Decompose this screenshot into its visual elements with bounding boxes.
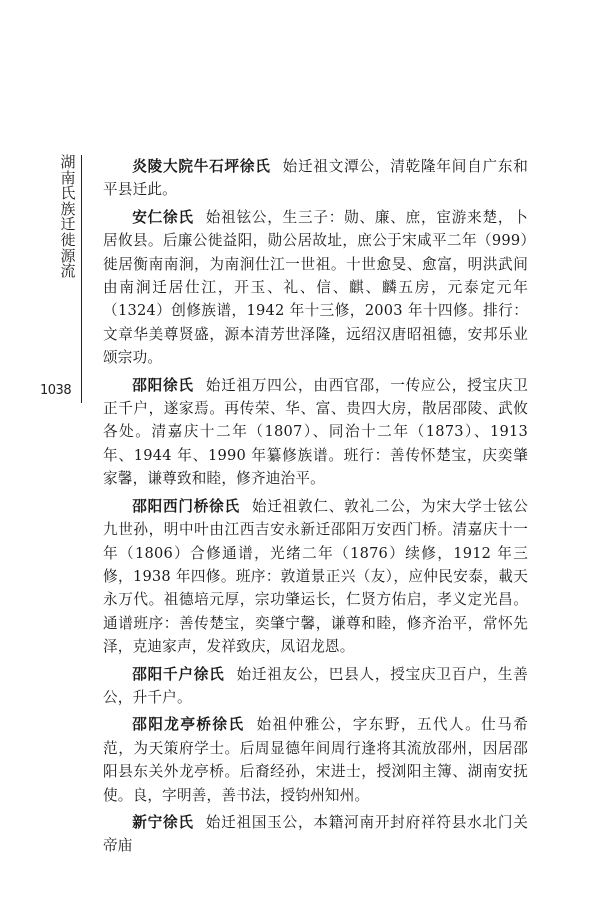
entry-text: 始祖铉公，生三子：勋、廉、庶，宦游来楚，卜居攸县。后廉公徙益阳，勋公居故址，庶公于宋咸平二年（999）徙居衡南南涧，为南涧仕江一世祖。十世愈旻、愈富，明洪武间由南涧迁居仕江，开玉、礼、信、麒、麟五房，元泰定元年（1324）创修族谱，1942 年十三修，2003 年十四修。排行：文章华美尊贤盛，源本清芳世泽隆，远绍汉唐昭祖德，安邦乐业颂宗功。 (103, 208, 529, 367)
entry-text: 始迁祖敦仁、敦礼二公，为宋大学士铉公九世孙，明中叶由江西吉安永新迁邵阳万安西门桥。清嘉庆十一年（1806）合修通谱，光绪二年（1876）续修，1912 年三修，1938 年四修。班序：敦道景正兴（友），应仲民安泰，載天永万代。祖德培元厚，宗功肇运长，仁贤方佑启，孝义定光昌。通谱班序：善传楚宝，奕肇宁馨，谦尊和睦，修齐治平，常怀先泽，克迪家声，发祥致庆，凤诏龙恩。 (103, 497, 529, 656)
clan-entry-yanling (103, 155, 528, 202)
clan-entry-shaoyang-qianhu (103, 663, 528, 710)
entry-title: 炎陵大院牛石坪徐氏 (132, 158, 271, 175)
entry-title: 邵阳龙亭桥徐氏 (132, 716, 245, 734)
page-body (103, 155, 528, 862)
margin-rule (81, 155, 82, 403)
entry-title: 新宁徐氏 (132, 813, 194, 831)
entry-text: 始迁祖文潭公，清乾隆年间自广东和平县迁此。 (103, 158, 529, 199)
entry-title: 安仁徐氏 (132, 208, 194, 226)
clan-entry-shaoyang (103, 374, 528, 491)
running-section-title: 湖南氏族迁徙源流 (60, 153, 76, 281)
page-number: 1038 (40, 383, 72, 398)
entry-text: 始迁祖万四公，由西官邵，一传应公，授宝庆卫正千户，遂家焉。再传荣、华、富、贵四大房，散居邵陵、武攸各处。清嘉庆十二年（1807）、同治十二年（1873）、1913 年、1944 年、1990 年纂修族谱。班行：善传怀楚宝，庆奕肇家馨，谦尊致和睦，修齐迪治平。 (103, 376, 529, 488)
entry-text: 始迁祖友公，巴县人，授宝庆卫百户，生善公，升千户。 (103, 665, 529, 706)
clan-entry-shaoyang-longtingqiao (103, 713, 528, 807)
clan-entry-xinning (103, 811, 528, 858)
entry-title: 邵阳徐氏 (132, 376, 194, 394)
clan-entry-anren (103, 206, 528, 370)
clan-entry-shaoyang-ximenqiao (103, 495, 528, 659)
entry-title: 邵阳千户徐氏 (132, 665, 225, 683)
entry-text: 始迁祖国玉公，本籍河南开封府祥符县水北门关帝庙 (103, 813, 529, 855)
entry-text: 始祖仲雅公，字东野，五代人。仕马希范，为天策府学士。后周显德年间周行逢将其流放邵州，因居邵阳县东关外龙亭桥。后裔经孙，宋进士，授浏阳主簿、湖南安抚使。良，字明善，善书法，授钧州知州。 (103, 716, 528, 804)
entry-title: 邵阳西门桥徐氏 (132, 497, 240, 515)
